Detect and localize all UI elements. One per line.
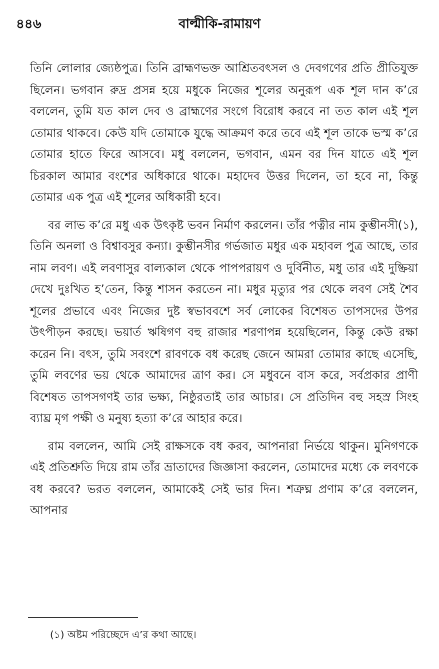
footnote: (১) অষ্টম পরিচ্ছেদে এ’র কথা আছে। xyxy=(50,630,197,641)
page-number: ৪৪৬ xyxy=(16,17,42,32)
running-head: বাল্মীকি-রামায়ণ xyxy=(178,17,261,32)
paragraph: তিনি লোলার জ্যেষ্ঠপুত্র। তিনি ব্রাহ্মণভক্ত আশ্রিতবৎসল ও দেবগণের প্রতি প্রীতিযুক্ত ছিলেন। ভগবান রুদ্র প্রসন্ন হয়ে মধুকে নিজের শূলের অনুরূপ এক শূল দান ক’রে বললেন, তুমি যত কাল দেব ও ব্রাহ্মণের সংগে বিরোধ করবে না তত কাল এই শূল তোমার থাকবে। কেউ যদি তোমাকে যুদ্ধে আক্রমণ করে তবে এই শূল তাকে ভস্ম ক’রে তোমার হাতে ফিরে আসবে। মধু বললেন, ভগবান, এমন বর দিন যাতে এই শূল চিরকাল আমার বংশের অধিকারে থাকে। মহাদেব উত্তর দিলেন, তা হবে না, কিন্তু তোমার এক পুত্র এই শূলের অধিকারী হবে। xyxy=(30,61,418,204)
footnote-divider xyxy=(28,617,138,618)
body-text xyxy=(30,58,418,528)
paragraph: রাম বললেন, আমি সেই রাক্ষসকে বধ করব, আপনারা নির্ভয়ে থাকুন। মুনিগণকে এই প্রতিশ্রুতি দিয়ে রাম তাঁর ভ্রাতাদের জিজ্ঞাসা করলেন, তোমাদের মধ্যে কে লবণকে বধ করবে? ভরত বললেন, আমাকেই সেই ভার দিন। শত্রুঘ্ন প্রণাম ক’রে বললেন, আপনার xyxy=(30,438,418,517)
paragraph: বর লাভ ক’রে মধু এক উৎকৃষ্ট ভবন নির্মাণ করলেন। তাঁর পত্নীর নাম কুম্ভীনসী(১), তিনি অনলা ও বিশ্বাবসুর কন্যা। কুম্ভীনসীর গর্ভজাত মধুর এক মহাবল পুত্র আছে, তার নাম লবণ। এই লবণাসুর বাল্যকাল থেকে পাপপরায়ণ ও দুর্বিনীত, মধু তার এই দুষ্ক্রিয়া দেখে দুঃখিত হ’তেন, কিন্তু শাসন করতেন না। মধুর মৃত্যুর পর থেকে লবণ সেই শৈব শূলের প্রভাবে এবং নিজের দুষ্ট স্বভাববশে সর্ব লোকের বিশেষত তাপসদের উপর উৎপীড়ন করছে। ভয়ার্ত ঋষিগণ বহু রাজার শরণাপন্ন হয়েছিলেন, কিন্তু কেউ রক্ষা করেন নি। বৎস, তুমি সবংশে রাবণকে বধ করেছ জেনে আমরা তোমার কাছে এসেছি, তুমি লবণের ভয় থেকে আমাদের ত্রাণ কর। সে মধুবনে বাস করে, সর্বপ্রকার প্রাণী বিশেষত তাপসগণই তার ভক্ষ্য, নিষ্ঠুরতাই তার আচার। সে প্রতিদিন বহু সহস্র সিংহ ব্যাঘ্র মৃগ পক্ষী ও মনুষ্য হত্যা ক’রে আহার করে। xyxy=(30,217,418,425)
